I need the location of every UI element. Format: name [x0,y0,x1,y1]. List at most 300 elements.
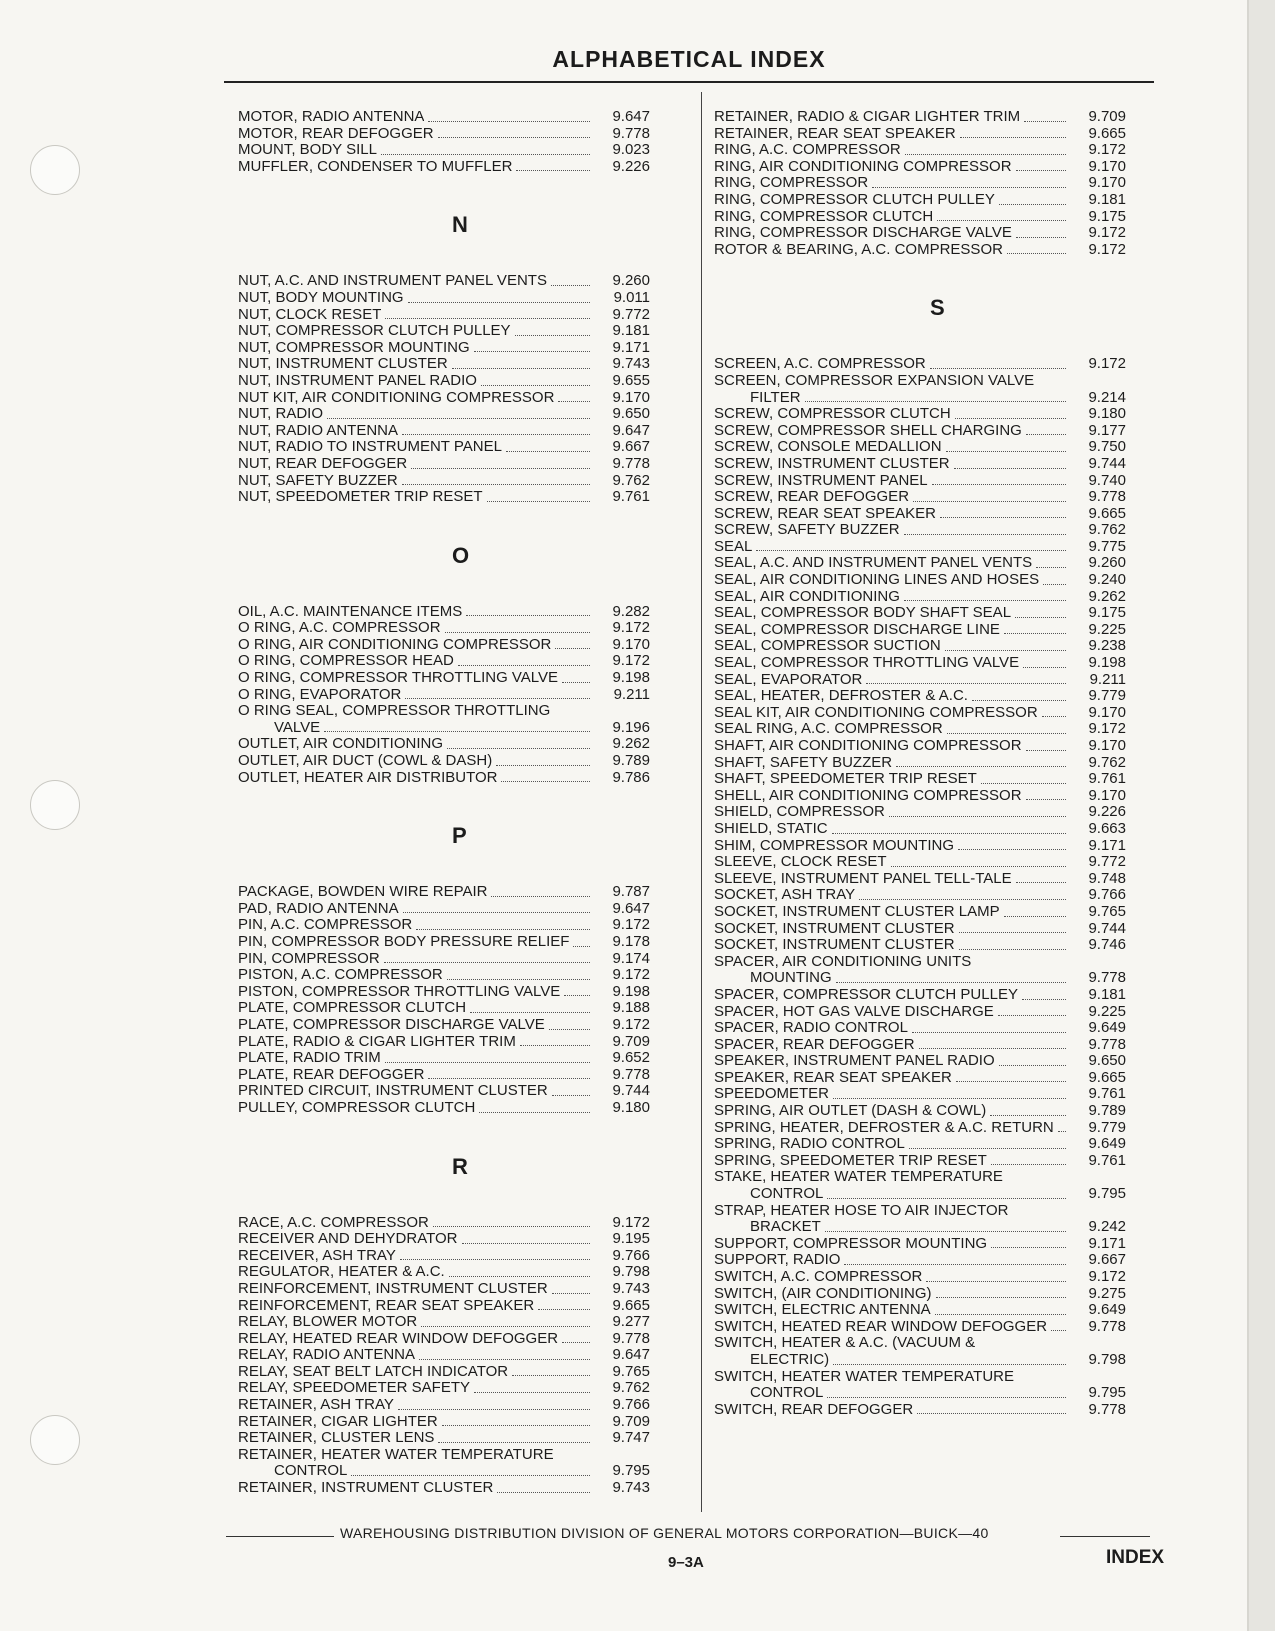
index-entry [238,1463,690,1480]
index-entry-page-ref: 9.750 [1088,438,1126,456]
index-entry-label-wrap [714,242,1070,259]
index-entry-page-ref: 9.177 [1088,421,1126,439]
index-entry [238,126,690,143]
index-entry-page-ref: 9.170 [612,388,650,406]
index-entry-page-ref: 9.172 [612,1015,650,1033]
index-entry-page-ref: 9.665 [1088,504,1126,522]
index-entry-label-wrap [714,1335,1070,1352]
index-entry-label-wrap [714,887,1070,904]
index-entry-page-ref: 9.778 [612,1329,650,1347]
index-entry-page-ref: 9.766 [612,1246,650,1264]
index-entry-page-ref: 9.778 [1088,1035,1126,1053]
index-entry-label: SCREW, REAR DEFOGGER [714,489,910,506]
dot-leader [385,318,590,319]
index-entry [238,637,690,654]
index-entry-page-ref: 9.663 [1088,819,1126,837]
index-entry-page-ref: 9.743 [612,1479,650,1497]
index-entry-label: CONTROL [750,1385,824,1402]
index-entry [714,1037,1150,1054]
index-entry-label-wrap [714,225,1070,242]
index-entry-label: RETAINER, INSTRUMENT CLUSTER [238,1480,494,1497]
index-entry-label: SEAL [714,538,753,555]
dot-leader [947,733,1066,734]
index-entry-page-ref: 9.798 [1088,1350,1126,1368]
index-entry-label: SOCKET, ASH TRAY [714,887,856,904]
dot-leader [551,285,590,286]
index-entry-page-ref: 9.277 [612,1313,650,1331]
index-entry-label-wrap [238,670,594,687]
index-entry-label-wrap [714,1319,1070,1336]
index-entry-page-ref: 9.786 [612,768,650,786]
index-entry-label: SPEEDOMETER [714,1086,830,1103]
dot-leader [937,220,1066,221]
dot-leader [1024,121,1066,122]
index-entry [238,406,690,423]
index-entry [714,159,1150,176]
dot-leader [538,1309,590,1310]
index-entry-page-ref: 9.178 [612,933,650,950]
section-spacer [238,853,690,884]
index-entry-page-ref: 9.172 [1088,720,1126,738]
index-entry-page-ref: 9.172 [1088,224,1126,242]
index-entry-page-ref: 9.181 [1088,190,1126,208]
index-entry [238,439,690,456]
index-entry-label-wrap [238,653,594,670]
index-entry-label-wrap [714,539,1070,556]
index-entry-label: SEAL KIT, AIR CONDITIONING COMPRESSOR [714,704,1038,721]
index-entry-page-ref: 9.762 [1088,521,1126,539]
index-entry-label-wrap [238,307,594,324]
index-entry-label: PACKAGE, BOWDEN WIRE REPAIR [238,884,488,901]
index-entry-page-ref: 9.778 [1088,1400,1126,1418]
dot-leader [324,731,590,732]
dot-leader [549,1029,590,1030]
index-entry [714,1302,1150,1319]
index-entry-label: RETAINER, CLUSTER LENS [238,1430,435,1447]
index-entry-label: RING, COMPRESSOR CLUTCH PULLEY [714,191,995,208]
index-entry [238,1314,690,1331]
index-column-right [714,109,1150,1418]
index-entry-page-ref: 9.649 [1088,1019,1126,1037]
index-entry-label-wrap [714,456,1070,473]
dot-leader [1015,617,1066,618]
index-entry-page-ref: 9.211 [1089,670,1126,688]
index-entry-page-ref: 9.762 [612,471,650,489]
index-entry [238,423,690,440]
index-entry [714,1086,1150,1103]
index-entry-label-wrap [714,970,1070,987]
index-entry [238,770,690,787]
dot-leader [981,783,1066,784]
index-entry-label-wrap [238,1264,594,1281]
index-entry-page-ref: 9.743 [612,1279,650,1297]
index-entry-label: RELAY, SEAT BELT LATCH INDICATOR [238,1363,509,1380]
index-entry-label-wrap [238,356,594,373]
index-entry-label: SPACER, AIR CONDITIONING UNITS [714,953,972,970]
index-entry-page-ref: 9.238 [1088,637,1126,655]
index-entry-label-wrap [238,637,594,654]
dot-leader [909,1148,1066,1149]
index-entry-label-wrap [714,1169,1070,1186]
dot-leader [912,1032,1066,1033]
dot-leader [428,1078,590,1079]
index-entry [238,1034,690,1051]
index-entry-label-wrap [714,192,1070,209]
dot-leader [562,1342,590,1343]
index-entry-label-wrap [714,1153,1070,1170]
index-entry-label-wrap [714,688,1070,705]
index-entry-label-wrap [714,159,1070,176]
index-entry [714,390,1150,407]
index-entry-label-wrap [714,589,1070,606]
index-entry-page-ref: 9.198 [612,669,650,687]
index-entry-page-ref: 9.740 [1088,471,1126,489]
index-entry-label-wrap [714,705,1070,722]
column-divider [701,92,702,1512]
index-entry-label: SPRING, RADIO CONTROL [714,1136,905,1153]
index-entry [714,539,1150,556]
index-entry-label-wrap [714,605,1070,622]
index-entry-page-ref: 9.171 [1088,1234,1126,1252]
index-entry-label: SHIELD, COMPRESSOR [714,804,885,821]
dot-leader [1026,799,1066,800]
index-entry-label-wrap [238,1050,594,1067]
dot-leader [447,748,590,749]
index-entry-label: REINFORCEMENT, INSTRUMENT CLUSTER [238,1280,548,1297]
index-entry-label-wrap [714,1402,1070,1419]
index-entry [238,489,690,506]
index-entry-label-wrap [714,638,1070,655]
index-entry-page-ref: 9.762 [612,1379,650,1397]
index-entry [714,1236,1150,1253]
index-entry-page-ref: 9.743 [612,355,650,373]
index-entry-label-wrap [238,1248,594,1265]
index-entry [238,1430,690,1447]
dot-leader [501,781,590,782]
index-entry-label-wrap [238,1414,594,1431]
index-entry [238,373,690,390]
index-entry [238,142,690,159]
dot-leader [833,1098,1066,1099]
index-entry-label-wrap [714,1103,1070,1120]
index-entry-label-wrap [714,1037,1070,1054]
index-entry-page-ref: 9.744 [1088,919,1126,937]
index-entry-label-wrap [714,871,1070,888]
index-entry-page-ref: 9.787 [612,883,650,901]
page-number: 9–3A [668,1554,704,1571]
dot-leader [972,700,1066,701]
index-entry [714,1136,1150,1153]
dot-leader [825,1231,1066,1232]
section-letter: N [452,212,468,238]
index-entry-label: SPRING, HEATER, DEFROSTER & A.C. RETURN [714,1119,1054,1136]
index-entry [238,1017,690,1034]
index-entry-page-ref: 9.172 [612,1213,650,1231]
index-entry [714,356,1150,373]
index-entry [714,1004,1150,1021]
binder-hole [30,145,80,195]
index-entry-label-wrap [714,788,1070,805]
index-entry-label: OUTLET, AIR DUCT (COWL & DASH) [238,753,493,770]
index-entry-label-wrap [714,373,1070,390]
index-entry-label: SLEEVE, CLOCK RESET [714,854,887,871]
index-entry-label: ROTOR & BEARING, A.C. COMPRESSOR [714,241,1003,258]
index-entry-label-wrap [714,804,1070,821]
index-entry [714,126,1150,143]
index-entry-label: REGULATOR, HEATER & A.C. [238,1264,445,1281]
index-entry [714,1120,1150,1137]
index-entry-label: CONTROL [750,1186,824,1203]
index-entry-label: RING, COMPRESSOR CLUTCH [714,208,934,225]
index-entry-label: NUT, REAR DEFOGGER [238,455,408,472]
index-entry-label-wrap [238,142,594,159]
dot-leader [419,1359,590,1360]
index-entry-page-ref: 9.746 [1088,936,1126,954]
index-entry-label: O RING SEAL, COMPRESSOR THROTTLING [238,703,551,720]
dot-leader [926,1281,1066,1282]
index-entry [714,838,1150,855]
index-entry-page-ref: 9.765 [1088,902,1126,920]
dot-leader [573,946,590,947]
page-edge [1247,0,1275,1631]
index-entry-label: PLATE, COMPRESSOR CLUTCH [238,1000,467,1017]
index-entry [238,1264,690,1281]
index-entry-label: SCREW, COMPRESSOR CLUTCH [714,406,951,423]
index-entry-label-wrap [714,423,1070,440]
index-entry-page-ref: 9.778 [612,124,650,142]
dot-leader [442,1425,590,1426]
index-entry [238,1083,690,1100]
index-entry-page-ref: 9.649 [1088,1135,1126,1153]
index-entry [238,340,690,357]
index-entry-label: SPRING, AIR OUTLET (DASH & COWL) [714,1103,987,1120]
index-entry-page-ref: 9.172 [612,966,650,984]
index-entry-label: PIN, COMPRESSOR [238,950,380,967]
index-entry-label: NUT, BODY MOUNTING [238,289,404,306]
dot-leader [520,1045,590,1046]
section-spacer [714,325,1150,356]
index-entry-page-ref: 9.762 [1088,753,1126,771]
index-entry-page-ref: 9.172 [1088,141,1126,159]
index-entry [714,921,1150,938]
index-entry-label: SOCKET, INSTRUMENT CLUSTER LAMP [714,903,1000,920]
index-entry-label: SHIM, COMPRESSOR MOUNTING [714,837,955,854]
section-spacer [714,258,1150,291]
dot-leader [421,1326,590,1327]
index-entry [714,688,1150,705]
index-entry-label-wrap [714,771,1070,788]
dot-leader [991,1247,1066,1248]
index-entry-label-wrap [714,572,1070,589]
index-entry-page-ref: 9.172 [612,619,650,637]
index-entry [714,954,1150,971]
index-entry-page-ref: 9.262 [612,735,650,753]
index-entry [238,720,690,737]
index-entry [714,209,1150,226]
index-entry-label: RETAINER, ASH TRAY [238,1397,394,1414]
dot-leader [998,1015,1066,1016]
index-entry-page-ref: 9.748 [1088,869,1126,887]
dot-leader [805,401,1066,402]
index-entry [714,1070,1150,1087]
index-entry-label: RECEIVER AND DEHYDRATOR [238,1231,458,1248]
index-entry [238,1000,690,1017]
dot-leader [844,1264,1066,1265]
index-entry-label-wrap [238,1215,594,1232]
index-entry-label: SEAL, A.C. AND INSTRUMENT PANEL VENTS [714,555,1033,572]
index-entry-label-wrap [714,937,1070,954]
index-entry [714,406,1150,423]
index-entry-label: PISTON, COMPRESSOR THROTTLING VALVE [238,983,561,1000]
index-entry-label-wrap [714,1302,1070,1319]
index-entry-label-wrap [238,1017,594,1034]
index-entry [714,242,1150,259]
index-entry-page-ref: 9.772 [612,305,650,323]
dot-leader [381,154,590,155]
index-entry [238,1100,690,1117]
index-entry [238,290,690,307]
index-entry [714,871,1150,888]
index-entry-label: SCREEN, COMPRESSOR EXPANSION VALVE [714,372,1035,389]
index-entry [238,273,690,290]
dot-leader [904,600,1066,601]
index-entry-label: PAD, RADIO ANTENNA [238,900,399,917]
index-entry-label: PIN, COMPRESSOR BODY PRESSURE RELIEF [238,934,570,950]
index-entry-label-wrap [238,423,594,440]
index-entry [714,771,1150,788]
index-entry-label-wrap [238,1397,594,1414]
dot-leader [1036,567,1066,568]
index-entry [714,1203,1150,1220]
index-entry-page-ref: 9.171 [612,338,650,356]
index-entry-label-wrap [238,753,594,770]
index-entry-label-wrap [714,1004,1070,1021]
index-entry-label: NUT, INSTRUMENT CLUSTER [238,356,448,373]
dot-leader [562,682,590,683]
dot-leader [445,632,590,633]
index-entry-label: ELECTRIC) [750,1351,830,1368]
dot-leader [1016,882,1066,883]
index-entry-page-ref: 9.260 [1088,554,1126,572]
index-entry-page-ref: 9.761 [1088,770,1126,788]
dot-leader [1007,253,1066,254]
index-entry-label-wrap [714,921,1070,938]
index-entry-label: SWITCH, HEATER WATER TEMPERATURE [714,1368,1015,1385]
dot-leader [515,335,590,336]
index-entry-page-ref: 9.198 [612,982,650,1000]
index-entry-label-wrap [714,126,1070,143]
index-entry-label: NUT, A.C. AND INSTRUMENT PANEL VENTS [238,273,547,290]
index-entry-page-ref: 9.226 [1088,803,1126,821]
index-entry-label-wrap [238,1100,594,1117]
index-entry-label-wrap [238,951,594,968]
index-entry [238,1067,690,1084]
index-entry-label-wrap [238,290,594,307]
dot-leader [836,982,1066,983]
dot-leader [403,912,590,913]
index-entry-label: RELAY, SPEEDOMETER SAFETY [238,1380,471,1397]
index-entry-page-ref: 9.180 [1088,405,1126,423]
index-entry-page-ref: 9.170 [1088,786,1126,804]
index-entry [714,423,1150,440]
dot-leader [327,418,590,419]
index-entry-page-ref: 9.172 [612,916,650,934]
index-entry-label: OUTLET, AIR CONDITIONING [238,736,444,753]
index-entry [238,1281,690,1298]
index-entry-label: SEAL, COMPRESSOR BODY SHAFT SEAL [714,605,1012,622]
index-entry-label-wrap [238,1430,594,1447]
index-entry-page-ref: 9.196 [612,718,650,736]
index-entry-label: BRACKET [750,1219,821,1236]
index-entry [714,1103,1150,1120]
index-entry [238,356,690,373]
index-entry-label-wrap [238,1364,594,1381]
index-entry-page-ref: 9.170 [612,635,650,653]
index-entry-page-ref: 9.795 [1088,1384,1126,1402]
index-entry [714,1352,1150,1369]
index-entry [714,142,1150,159]
section-spacer [238,573,690,604]
index-entry-label: STRAP, HEATER HOSE TO AIR INJECTOR [714,1202,1009,1219]
index-entry-label: PLATE, RADIO TRIM [238,1050,381,1067]
index-entry-label-wrap [238,340,594,357]
index-entry-page-ref: 9.650 [1088,1052,1126,1070]
index-entry-label-wrap [714,821,1070,838]
dot-leader [481,385,590,386]
dot-leader [516,170,590,171]
index-entry-label: RELAY, RADIO ANTENNA [238,1347,415,1364]
index-entry [714,439,1150,456]
dot-leader [433,1226,590,1227]
index-entry-page-ref: 9.023 [612,141,650,159]
index-entry-page-ref: 9.172 [1088,1268,1126,1285]
dot-leader [555,648,590,649]
index-entry-label: MOUNT, BODY SILL [238,142,377,159]
dot-leader [960,137,1066,138]
index-entry [238,1050,690,1067]
index-entry [714,937,1150,954]
index-entry-page-ref: 9.744 [612,1082,650,1100]
dot-leader [479,1112,590,1113]
dot-leader [866,683,1066,684]
index-entry-page-ref: 9.172 [1088,355,1126,373]
dot-leader [428,121,590,122]
index-entry-page-ref: 9.766 [1088,886,1126,904]
index-entry-label: RING, COMPRESSOR [714,175,869,192]
index-entry-label-wrap [714,555,1070,572]
index-entry-label: SWITCH, (AIR CONDITIONING) [714,1285,932,1302]
index-entry-label: SCREEN, A.C. COMPRESSOR [714,356,926,373]
index-entry [238,1248,690,1265]
index-entry [714,705,1150,722]
index-entry-label: SPACER, RADIO CONTROL [714,1020,908,1037]
index-entry-label-wrap [238,687,594,704]
dot-leader [896,766,1066,767]
dot-leader [438,1442,590,1443]
index-entry [238,604,690,621]
index-entry-label: SEAL, COMPRESSOR DISCHARGE LINE [714,621,1000,638]
index-entry-label-wrap [238,720,594,737]
index-entry-label: O RING, AIR CONDITIONING COMPRESSOR [238,636,552,653]
index-entry [714,522,1150,539]
index-entry [238,736,690,753]
index-entry-label-wrap [238,159,594,176]
index-entry-label-wrap [714,522,1070,539]
title-rule [224,81,1154,83]
index-entry [238,1397,690,1414]
index-entry-label-wrap [238,703,594,720]
index-entry-label-wrap [714,109,1070,126]
